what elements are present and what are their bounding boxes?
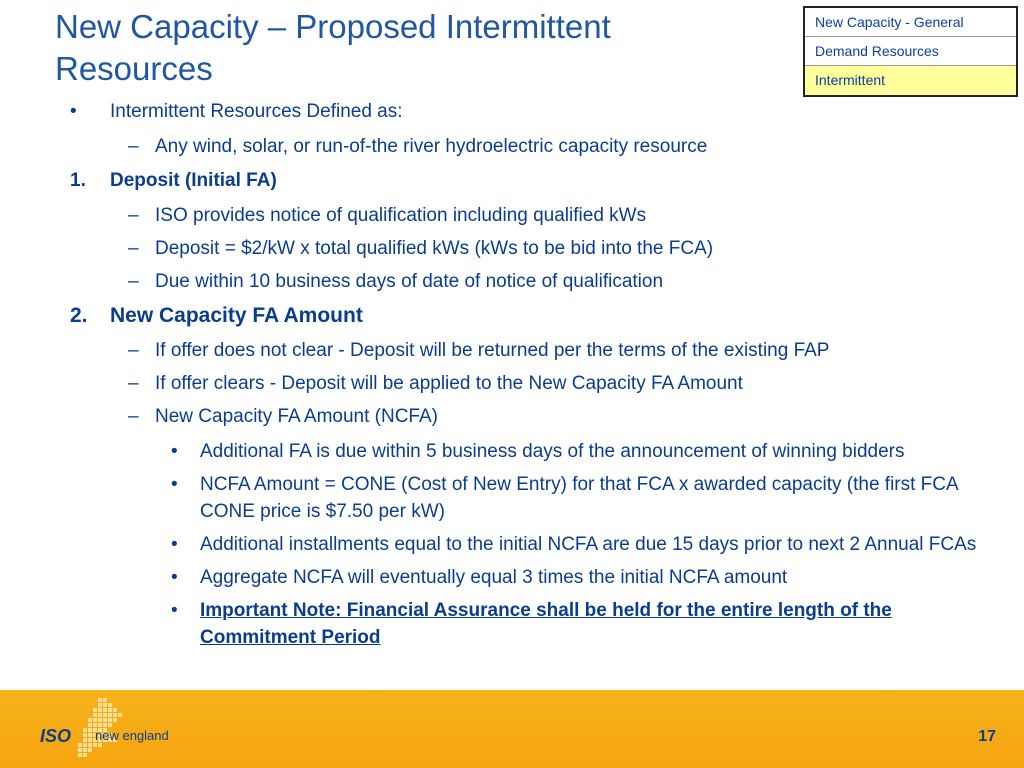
bullet-dot: • xyxy=(70,101,77,122)
footer-bar xyxy=(0,690,1024,768)
iso-new-england-logo xyxy=(40,690,240,768)
dash-marker: – xyxy=(128,271,139,292)
bullet-defined xyxy=(70,99,980,125)
sub-bullet-text: Any wind, solar, or run-of-the river hydroelectric capacity resource xyxy=(155,136,708,157)
dash-marker: – xyxy=(128,205,139,226)
sub-bullet-text: New Capacity FA Amount (NCFA) xyxy=(155,406,438,427)
sub-sub-bullet xyxy=(70,438,980,465)
nav-item-demand-resources[interactable]: Demand Resources xyxy=(805,37,1016,66)
bullet-dot: • xyxy=(171,441,178,462)
sub-sub-bullet-text: Aggregate NCFA will eventually equal 3 times the initial NCFA amount xyxy=(200,567,788,588)
bullet-text: Intermittent Resources Defined as: xyxy=(110,101,403,122)
nav-item-new-capacity-general[interactable]: New Capacity - General xyxy=(805,8,1016,37)
bullet-dot: • xyxy=(171,567,178,588)
dash-marker: – xyxy=(128,136,139,157)
section-nav xyxy=(803,6,1018,97)
numbered-item-text: New Capacity FA Amount xyxy=(110,304,363,327)
nav-item-intermittent[interactable]: Intermittent xyxy=(805,66,1016,95)
number-marker: 1. xyxy=(70,170,86,191)
number-marker: 2. xyxy=(70,304,88,327)
sub-sub-bullet-text: Additional FA is due within 5 business days of the announcement of winning bidders xyxy=(200,441,905,462)
sub-sub-bullet-text: NCFA Amount = CONE (Cost of New Entry) for that FCA x awarded capacity (the first FCA CONE price is $7.50 per kW) xyxy=(200,474,958,522)
sub-bullet-text: Deposit = $2/kW x total qualified kWs (kWs to be bid into the FCA) xyxy=(155,238,714,259)
sub-sub-bullet xyxy=(70,471,980,525)
bullet-dot: • xyxy=(171,600,178,621)
sub-bullet-text: If offer does not clear - Deposit will be returned per the terms of the existing FAP xyxy=(155,340,830,361)
sub-bullet-text: ISO provides notice of qualification including qualified kWs xyxy=(155,205,647,226)
sub-bullet xyxy=(70,135,980,159)
numbered-item-deposit xyxy=(70,168,980,194)
slide-title: New Capacity – Proposed Intermittent Resources xyxy=(55,8,611,87)
bullet-dot: • xyxy=(171,534,178,555)
sub-bullet-text: Due within 10 business days of date of notice of qualification xyxy=(155,271,664,292)
sub-bullet xyxy=(70,204,980,228)
dash-marker: – xyxy=(128,406,139,427)
important-note-text: Important Note: Financial Assurance shall be held for the entire length of the Commitment Period xyxy=(200,600,892,648)
numbered-item-text: Deposit (Initial FA) xyxy=(110,170,277,191)
bullet-dot: • xyxy=(171,474,178,495)
sub-bullet xyxy=(70,405,980,429)
sub-bullet xyxy=(70,270,980,294)
sub-sub-bullet xyxy=(70,564,980,591)
sub-bullet xyxy=(70,339,980,363)
logo-new-england-text: new england xyxy=(95,728,169,743)
sub-bullet xyxy=(70,237,980,261)
important-note-bullet xyxy=(70,597,980,651)
dash-marker: – xyxy=(128,238,139,259)
sub-sub-bullet xyxy=(70,531,980,558)
sub-bullet xyxy=(70,372,980,396)
numbered-item-ncfa xyxy=(70,303,980,329)
sub-sub-bullet-text: Additional installments equal to the initial NCFA are due 15 days prior to next 2 Annual FCAs xyxy=(200,534,977,555)
dash-marker: – xyxy=(128,373,139,394)
slide-body xyxy=(70,99,980,657)
dash-marker: – xyxy=(128,340,139,361)
page-number: 17 xyxy=(978,728,996,745)
logo-iso-text: ISO xyxy=(40,726,72,746)
sub-bullet-text: If offer clears - Deposit will be applied to the New Capacity FA Amount xyxy=(155,373,743,394)
